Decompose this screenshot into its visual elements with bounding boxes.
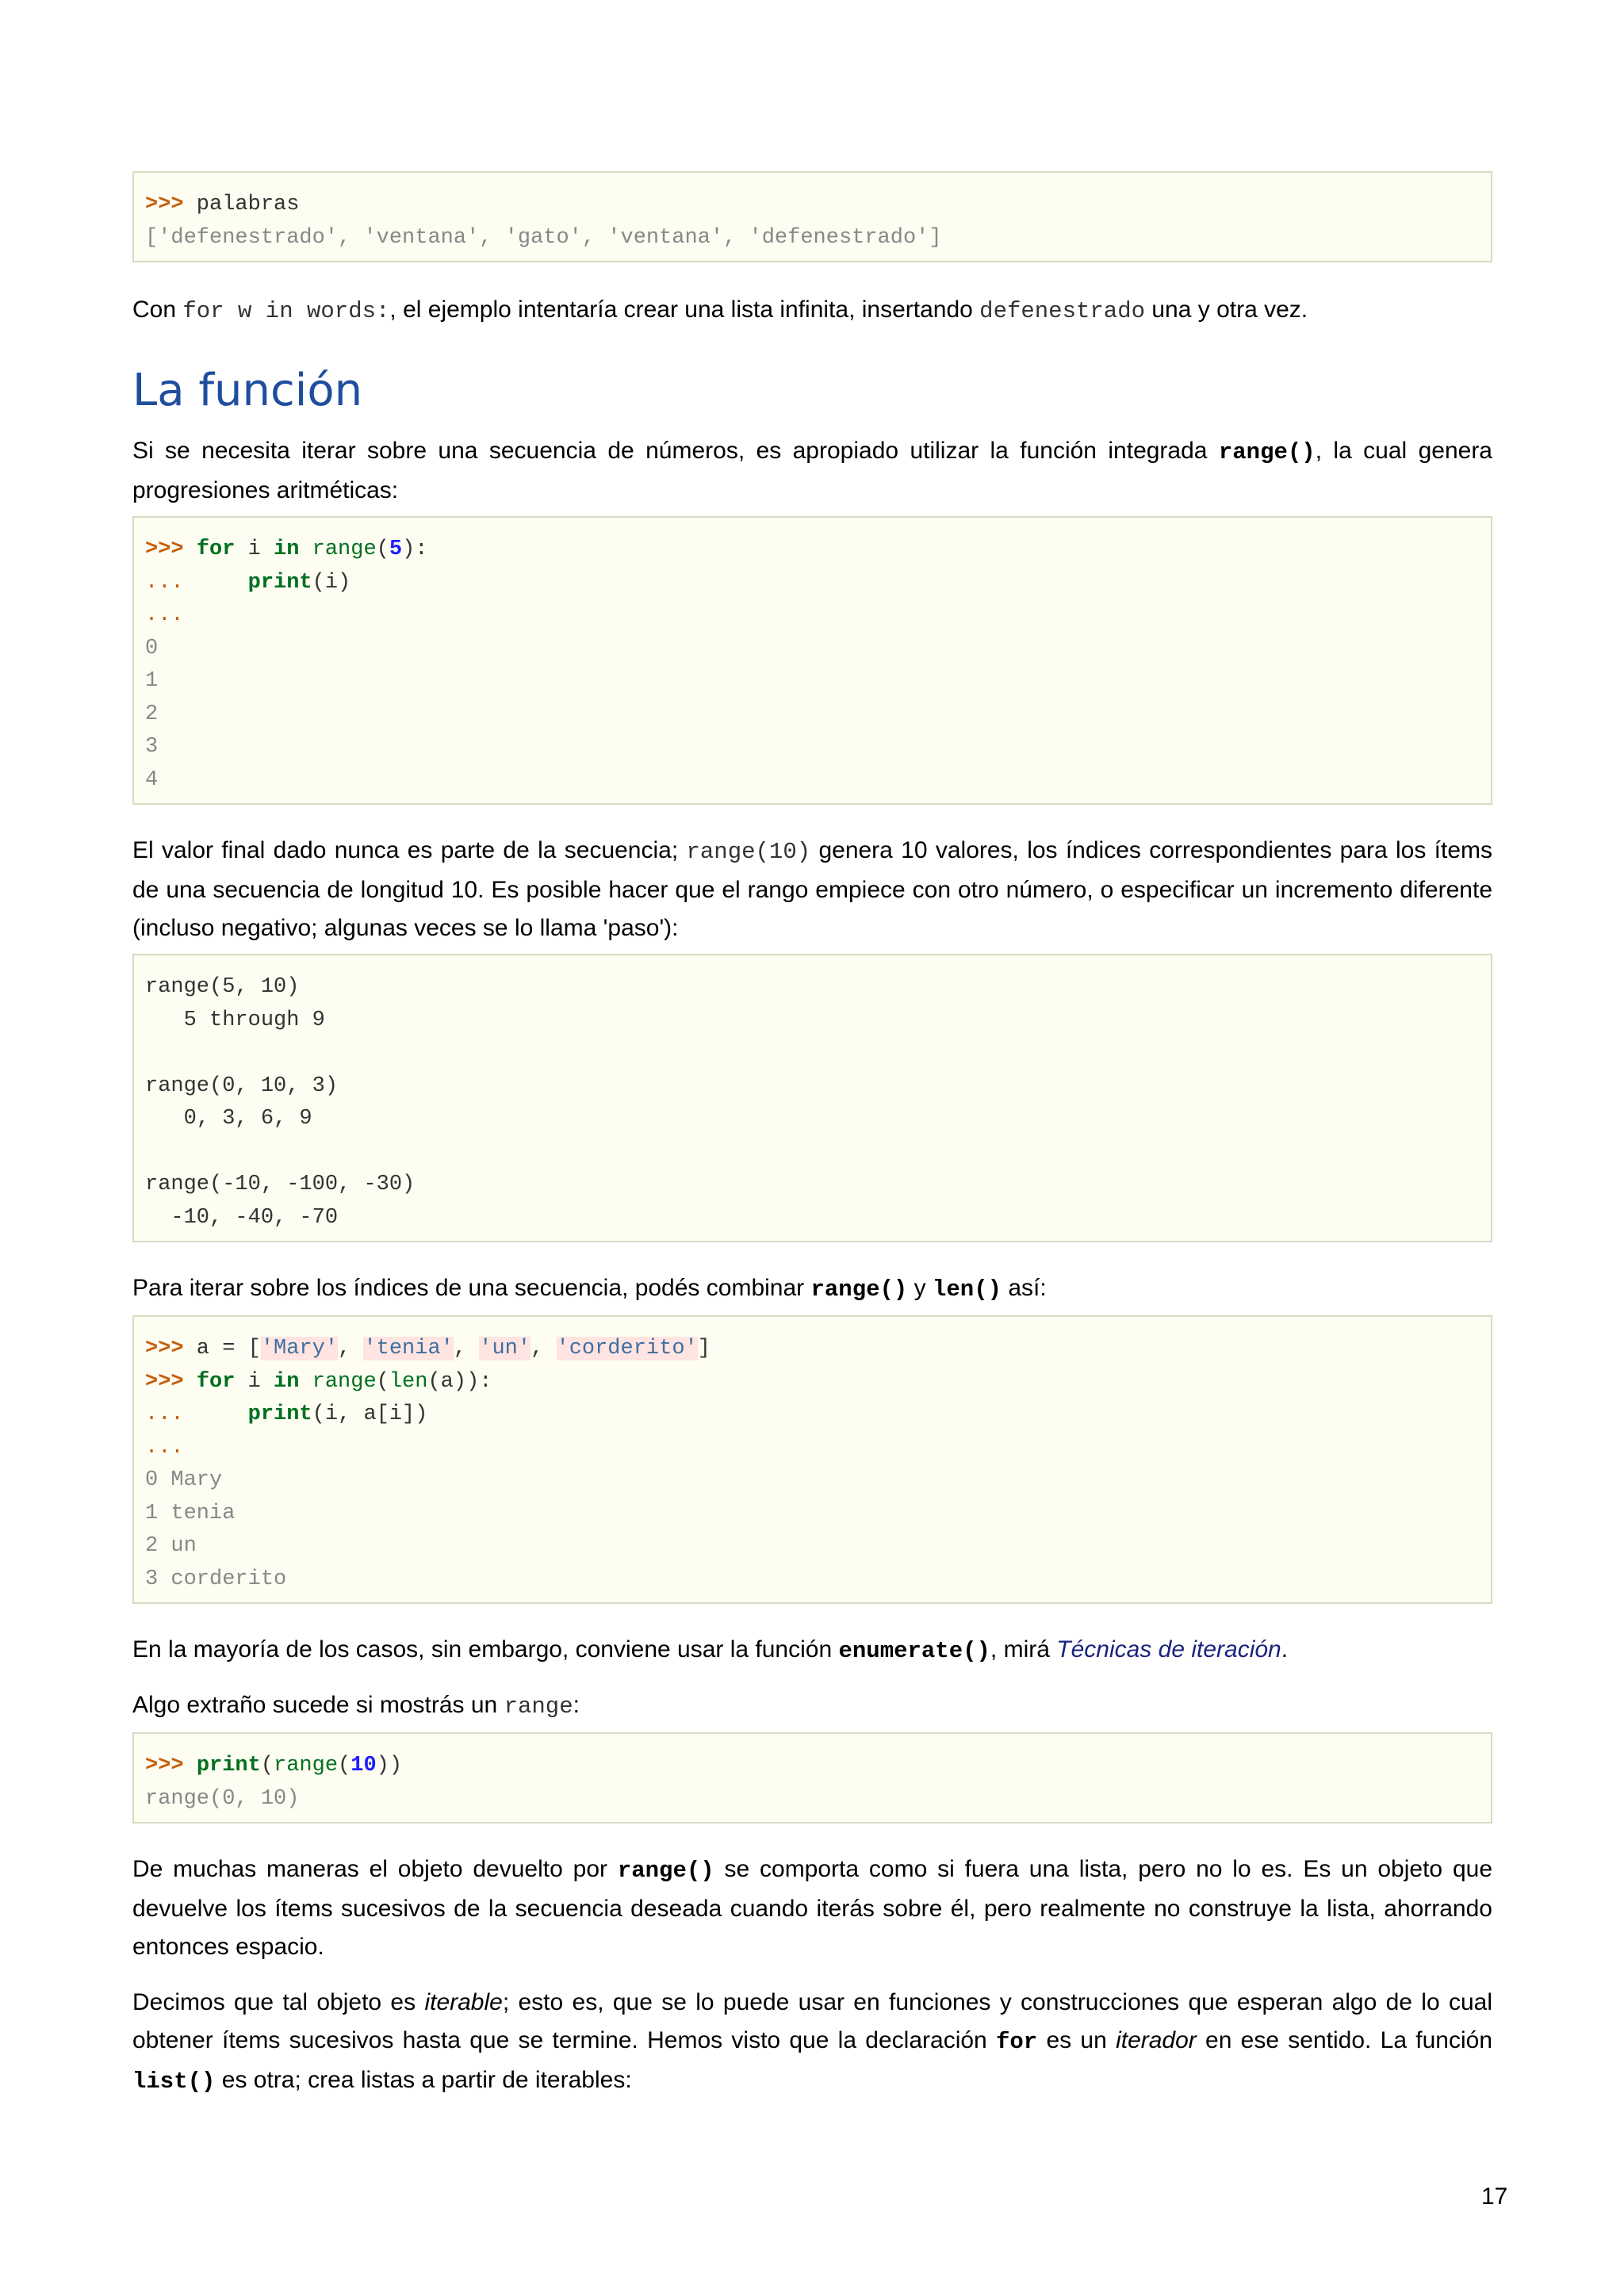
paragraph-words-loop: Con for w in words:, el ejemplo intentaría crear una lista infinita, insertando defenestrado una y otra vez.: [132, 297, 1308, 324]
paragraph-enumerate: En la mayoría de los casos, sin embargo, conviene usar la función enumerate(), mirá Técnicas de iteración.: [132, 1636, 1289, 1664]
prompt: >>>: [145, 193, 184, 216]
inline-code: range(): [1218, 439, 1316, 465]
section-heading: La función: [132, 365, 363, 416]
code-block-print-range: >>> print(range(10)) range(0, 10): [132, 1732, 1492, 1823]
iteration-techniques-link[interactable]: Técnicas de iteración: [1056, 1636, 1281, 1663]
code-command: palabras: [183, 193, 300, 216]
code-block-palabras: [132, 171, 1492, 262]
inline-code: for: [996, 2029, 1038, 2055]
inline-code: len(): [932, 1276, 1002, 1303]
inline-code: range(10): [686, 839, 811, 865]
paragraph-range-intro: Si se necesita iterar sobre una secuencia de números, es apropiado utilizar la función integrada range(), la cual genera progresiones aritméticas:: [132, 438, 1492, 503]
paragraph-range-end: El valor final dado nunca es parte de la secuencia; range(10) genera 10 valores, los índices correspondientes para los ítems de una secuencia de longitud 10. Es posible hacer que el rango empiece con otro número, o especificar un incremento diferente (incluso negativo; algunas veces se lo llama 'paso'):: [132, 837, 1493, 941]
code-block-range-len: >>> a = ['Mary', 'tenia', 'un', 'corderito'] >>> for i in range(len(a)): ... print(i, a[i]) ... 0 Mary 1 tenia 2 un 3 corderito: [132, 1315, 1492, 1604]
paragraph-range-object: De muchas maneras el objeto devuelto por range() se comporta como si fuera una lista, pero no lo es. Es un objeto que devuelve los ítems sucesivos de la secuencia deseada cuando iterás sobre él, pero realmente no construye la lista, ahorrando entonces espacio.: [132, 1856, 1493, 1960]
page-number: 17: [1481, 2183, 1508, 2210]
inline-code: defenestrado: [979, 298, 1146, 324]
code-output: ['defenestrado', 'ventana', 'gato', 'ventana', 'defenestrado']: [145, 225, 942, 250]
paragraph-iterable: Decimos que tal objeto es iterable; esto es, que se lo puede usar en funciones y construcciones que esperan algo de lo cual obtener ítems sucesivos hasta que se termine. Hemos visto que la declaración for es un iterador en ese sentido. La función list() es otra; crea listas a partir de iterables:: [132, 1989, 1493, 2095]
inline-code: range(): [617, 1858, 714, 1884]
inline-code: range(): [810, 1276, 908, 1303]
page-content: [132, 171, 1492, 2101]
paragraph-range-len: Para iterar sobre los índices de una secuencia, podés combinar range() y len() así:: [132, 1275, 1047, 1303]
paragraph-range-print: Algo extraño sucede si mostrás un range:: [132, 1692, 580, 1720]
code-block-range-examples: range(5, 10) 5 through 9 range(0, 10, 3) 0, 3, 6, 9 range(-10, -100, -30) -10, -40, -70: [132, 954, 1492, 1242]
inline-code: list(): [132, 2068, 216, 2095]
inline-code: range: [504, 1693, 573, 1720]
inline-code: enumerate(): [838, 1638, 990, 1664]
inline-code: for w in words:: [182, 298, 390, 324]
code-block-range-5: >>> for i in range(5): ... print(i) ... 0 1 2 3 4: [132, 516, 1492, 805]
